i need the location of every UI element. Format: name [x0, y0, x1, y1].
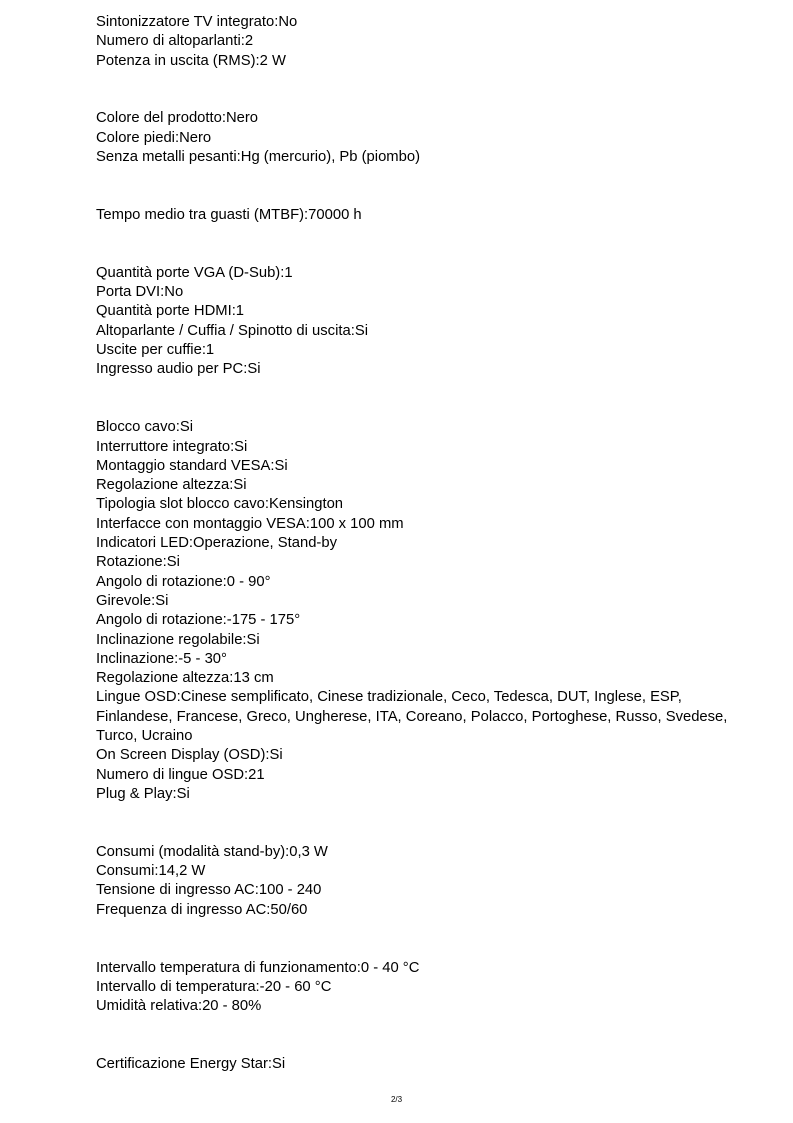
- page-number: 2/3: [390, 1095, 403, 1104]
- spec-line: Quantità porte VGA (D-Sub):1: [96, 264, 293, 281]
- spec-line: Indicatori LED:Operazione, Stand-by: [96, 535, 337, 552]
- spec-line: Intervallo di temperatura:-20 - 60 °C: [96, 978, 332, 995]
- spec-line: Inclinazione regolabile:Si: [96, 631, 260, 648]
- spec-line: Ingresso audio per PC:Si: [96, 361, 261, 378]
- section-design: [96, 109, 756, 167]
- spec-line: Tipologia slot blocco cavo:Kensington: [96, 496, 344, 513]
- spec-line: Frequenza di ingresso AC:50/60: [96, 901, 308, 918]
- section-environment: [96, 959, 756, 1017]
- spec-line: Rotazione:Si: [96, 554, 180, 571]
- spec-line: Intervallo temperatura di funzionamento:0 - 40 °C: [96, 959, 420, 976]
- spec-line: Umidità relativa:20 - 80%: [96, 998, 262, 1015]
- section-ergonomics: [96, 418, 756, 804]
- spec-line: Girevole:Si: [96, 592, 169, 609]
- section-certifications: [96, 1055, 756, 1074]
- spec-line: Regolazione altezza:Si: [96, 477, 247, 494]
- spec-line: Montaggio standard VESA:Si: [96, 457, 288, 474]
- spec-line: Regolazione altezza:13 cm: [96, 670, 274, 687]
- spec-line: Blocco cavo:Si: [96, 419, 194, 436]
- spec-line: Altoparlante / Cuffia / Spinotto di uscita:Si: [96, 322, 368, 339]
- section-audio-tv: [96, 13, 756, 71]
- spec-line: Potenza in uscita (RMS):2 W: [96, 52, 286, 69]
- spec-line: Interfacce con montaggio VESA:100 x 100 mm: [96, 515, 404, 532]
- spec-line: Numero di lingue OSD:21: [96, 766, 265, 783]
- spec-line: Inclinazione:-5 - 30°: [96, 650, 227, 667]
- spec-list: [96, 13, 756, 1113]
- spec-line: Angolo di rotazione:-175 - 175°: [96, 612, 301, 629]
- section-power: [96, 843, 756, 920]
- section-reliability: [96, 206, 756, 225]
- spec-line: On Screen Display (OSD):Si: [96, 747, 283, 764]
- spec-line: Consumi:14,2 W: [96, 863, 206, 880]
- spec-line: Consumi (modalità stand-by):0,3 W: [96, 843, 328, 860]
- spec-line: Numero di altoparlanti:2: [96, 33, 254, 50]
- spec-line: Senza metalli pesanti:Hg (mercurio), Pb (piombo): [96, 149, 421, 166]
- section-ports: [96, 264, 756, 380]
- spec-line: Angolo di rotazione:0 - 90°: [96, 573, 271, 590]
- spec-line: Porta DVI:No: [96, 284, 184, 301]
- spec-line-osd-languages: Lingue OSD:Cinese semplificato, Cinese tradizionale, Ceco, Tedesca, DUT, Inglese, ESP, Finlandese, Francese, Greco, Ungherese, ITA, Coreano, Polacco, Portoghese, Russo, Svedese, Turco, Ucraino: [96, 689, 728, 744]
- spec-line: Colore piedi:Nero: [96, 129, 212, 146]
- spec-line: Interruttore integrato:Si: [96, 438, 248, 455]
- spec-line: Quantità porte HDMI:1: [96, 303, 245, 320]
- spec-line: Plug & Play:Si: [96, 785, 190, 802]
- spec-line: Uscite per cuffie:1: [96, 342, 215, 359]
- spec-line: Tensione di ingresso AC:100 - 240: [96, 882, 322, 899]
- spec-line: Certificazione Energy Star:Si: [96, 1056, 286, 1073]
- spec-line: Tempo medio tra guasti (MTBF):70000 h: [96, 206, 362, 223]
- spec-line: Sintonizzatore TV integrato:No: [96, 14, 298, 30]
- spec-line: Colore del prodotto:Nero: [96, 110, 259, 127]
